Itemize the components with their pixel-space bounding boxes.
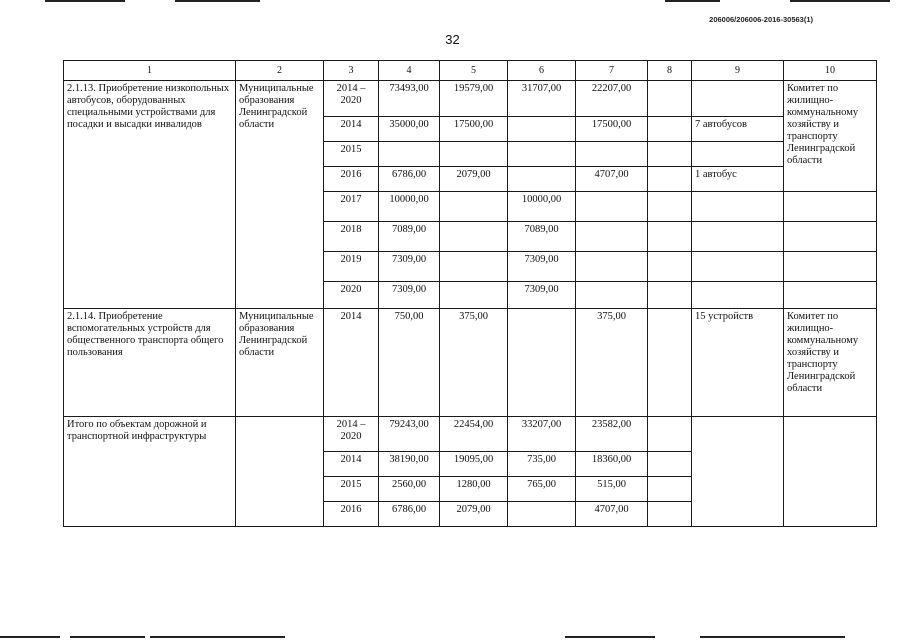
value-cell — [440, 282, 508, 309]
value-cell — [576, 142, 648, 167]
org-cell: Муниципальные образования Ленинградской области — [236, 309, 324, 417]
value-cell: 19579,00 — [440, 81, 508, 117]
value-cell: 7089,00 — [379, 222, 440, 252]
value-cell — [648, 477, 692, 502]
value-cell: 2079,00 — [440, 502, 508, 527]
value-cell: 7309,00 — [508, 282, 576, 309]
column-header: 8 — [648, 61, 692, 81]
value-cell — [576, 282, 648, 309]
committee-cell — [784, 417, 877, 527]
page-number: 32 — [445, 32, 460, 47]
value-cell — [648, 192, 692, 222]
value-cell — [648, 417, 692, 452]
value-cell — [648, 452, 692, 477]
value-cell — [648, 222, 692, 252]
column-header: 2 — [236, 61, 324, 81]
value-cell: 7089,00 — [508, 222, 576, 252]
bottom-scan-line — [565, 636, 655, 638]
org-cell: Муниципальные образования Ленинградской области — [236, 81, 324, 309]
value-cell: 6786,00 — [379, 167, 440, 192]
table-row — [64, 81, 877, 117]
table-row — [64, 309, 877, 417]
committee-cell-empty — [784, 222, 877, 252]
value-cell: 7309,00 — [379, 252, 440, 282]
bottom-scan-line — [70, 636, 145, 638]
org-cell — [236, 417, 324, 527]
year-cell: 2014 – 2020 — [324, 417, 379, 452]
value-cell — [440, 192, 508, 222]
table-header-row — [64, 61, 877, 81]
budget-table — [63, 60, 877, 527]
column-header: 1 — [64, 61, 236, 81]
value-cell: 23582,00 — [576, 417, 648, 452]
column-header: 10 — [784, 61, 877, 81]
year-cell: 2014 — [324, 452, 379, 477]
item-name-cell: 2.1.14. Приобретение вспомогательных устройств для общественного транспорта общего пользования — [64, 309, 236, 417]
result-cell — [692, 252, 784, 282]
value-cell: 18360,00 — [576, 452, 648, 477]
value-cell — [508, 502, 576, 527]
value-cell: 38190,00 — [379, 452, 440, 477]
value-cell: 375,00 — [440, 309, 508, 417]
bottom-scan-line — [700, 636, 845, 638]
value-cell: 375,00 — [576, 309, 648, 417]
year-cell: 2017 — [324, 192, 379, 222]
value-cell: 7309,00 — [508, 252, 576, 282]
value-cell: 33207,00 — [508, 417, 576, 452]
value-cell: 7309,00 — [379, 282, 440, 309]
value-cell: 4707,00 — [576, 502, 648, 527]
year-cell: 2016 — [324, 502, 379, 527]
top-scan-line — [175, 0, 260, 2]
value-cell — [648, 81, 692, 117]
committee-cell-empty — [784, 252, 877, 282]
column-header: 7 — [576, 61, 648, 81]
value-cell — [648, 502, 692, 527]
result-cell: 15 устройств — [692, 309, 784, 417]
value-cell: 2079,00 — [440, 167, 508, 192]
top-scan-line — [790, 0, 890, 2]
value-cell: 22207,00 — [576, 81, 648, 117]
value-cell: 10000,00 — [508, 192, 576, 222]
year-cell: 2014 — [324, 117, 379, 142]
bottom-scan-line — [0, 636, 60, 638]
column-header: 5 — [440, 61, 508, 81]
result-cell — [692, 81, 784, 117]
value-cell — [576, 192, 648, 222]
committee-cell: Комитет по жилищно-коммунальному хозяйству и транспорту Ленинградской области — [784, 81, 877, 192]
value-cell: 765,00 — [508, 477, 576, 502]
value-cell: 10000,00 — [379, 192, 440, 222]
value-cell — [648, 167, 692, 192]
value-cell — [508, 167, 576, 192]
value-cell: 2560,00 — [379, 477, 440, 502]
value-cell — [508, 142, 576, 167]
value-cell: 750,00 — [379, 309, 440, 417]
value-cell: 735,00 — [508, 452, 576, 477]
result-cell: 1 автобус — [692, 167, 784, 192]
document-id: 206006/206006-2016-30563(1) — [709, 15, 813, 24]
value-cell: 79243,00 — [379, 417, 440, 452]
value-cell — [440, 142, 508, 167]
value-cell: 73493,00 — [379, 81, 440, 117]
committee-cell: Комитет по жилищно-коммунальному хозяйству и транспорту Ленинградской области — [784, 309, 877, 417]
value-cell — [648, 252, 692, 282]
value-cell — [576, 252, 648, 282]
value-cell — [508, 309, 576, 417]
value-cell — [648, 142, 692, 167]
value-cell: 515,00 — [576, 477, 648, 502]
value-cell: 22454,00 — [440, 417, 508, 452]
column-header: 3 — [324, 61, 379, 81]
result-cell — [692, 417, 784, 527]
year-cell: 2015 — [324, 477, 379, 502]
value-cell — [576, 222, 648, 252]
top-scan-line — [45, 0, 125, 2]
year-cell: 2020 — [324, 282, 379, 309]
value-cell: 1280,00 — [440, 477, 508, 502]
year-cell: 2014 — [324, 309, 379, 417]
committee-cell-empty — [784, 192, 877, 222]
table-row — [64, 417, 877, 452]
value-cell: 35000,00 — [379, 117, 440, 142]
value-cell — [508, 117, 576, 142]
result-cell — [692, 282, 784, 309]
year-cell: 2018 — [324, 222, 379, 252]
column-header: 4 — [379, 61, 440, 81]
result-cell — [692, 222, 784, 252]
committee-cell-empty — [784, 282, 877, 309]
value-cell — [648, 117, 692, 142]
year-cell: 2016 — [324, 167, 379, 192]
value-cell: 19095,00 — [440, 452, 508, 477]
year-cell: 2015 — [324, 142, 379, 167]
value-cell: 17500,00 — [576, 117, 648, 142]
value-cell: 31707,00 — [508, 81, 576, 117]
value-cell: 4707,00 — [576, 167, 648, 192]
result-cell — [692, 192, 784, 222]
value-cell: 6786,00 — [379, 502, 440, 527]
bottom-scan-line — [150, 636, 285, 638]
year-cell: 2014 – 2020 — [324, 81, 379, 117]
value-cell — [440, 222, 508, 252]
result-cell — [692, 142, 784, 167]
result-cell: 7 автобусов — [692, 117, 784, 142]
year-cell: 2019 — [324, 252, 379, 282]
value-cell: 17500,00 — [440, 117, 508, 142]
value-cell — [379, 142, 440, 167]
value-cell — [648, 282, 692, 309]
column-header: 6 — [508, 61, 576, 81]
item-name-cell: 2.1.13. Приобретение низкопольных автобусов, оборудованных специальными устройствами для посадки и высадки инвалидов — [64, 81, 236, 309]
top-scan-line — [665, 0, 720, 2]
column-header: 9 — [692, 61, 784, 81]
value-cell — [440, 252, 508, 282]
total-name-cell: Итого по объектам дорожной и транспортной инфраструктуры — [64, 417, 236, 527]
value-cell — [648, 309, 692, 417]
